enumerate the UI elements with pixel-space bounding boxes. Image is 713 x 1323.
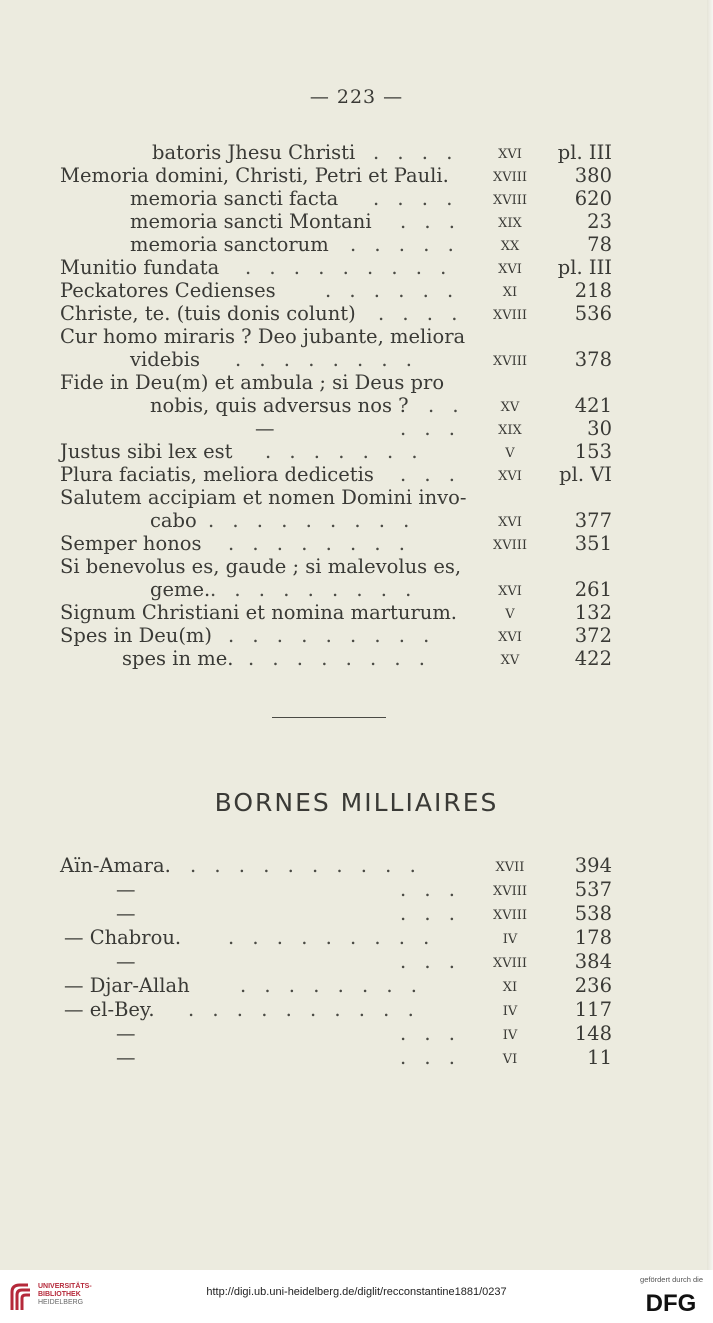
page-reference: pl. III	[557, 256, 612, 279]
leader-dots: . . .	[400, 902, 461, 925]
entry-text: Signum Christiani et nomina marturum.	[60, 601, 458, 624]
entry-text: videbis	[130, 348, 201, 371]
list-item	[60, 1047, 620, 1069]
entry-text: Salutem accipiam et nomen Domini invo-	[60, 486, 467, 509]
leader-dots: . . . . . . .	[265, 440, 424, 463]
list-item	[60, 648, 620, 670]
list-item	[60, 142, 620, 164]
section-divider	[272, 717, 386, 718]
entry-text: spes in me.	[122, 647, 234, 670]
page-reference: 378	[574, 348, 612, 371]
entry-text: —	[116, 950, 136, 973]
leader-dots: . . . . . . . . .	[208, 509, 416, 532]
leader-dots: . . . . . . . . . .	[188, 998, 420, 1021]
entry-text: Cur homo miraris ? Deo jubante, meliora	[60, 325, 466, 348]
volume-number: xvi	[498, 625, 522, 646]
page-reference: 394	[574, 854, 612, 877]
entry-text: Semper honos	[60, 532, 202, 555]
page-reference: 537	[574, 878, 612, 901]
entry-text: nobis, quis adversus nos ?	[150, 394, 409, 417]
page-reference: pl. III	[557, 141, 612, 164]
page-edge-shadow	[707, 0, 713, 1270]
page-reference: 421	[574, 394, 612, 417]
volume-number: xviii	[492, 533, 528, 554]
volume-number: xviii	[492, 879, 528, 900]
list-item	[60, 441, 620, 463]
page-reference: 30	[587, 417, 612, 440]
page-reference: 153	[574, 440, 612, 463]
list-item	[60, 303, 620, 325]
volume-number: xviii	[492, 951, 528, 972]
entry-text: — Djar-Allah	[64, 974, 190, 997]
leader-dots: . . . . . . . .	[235, 348, 418, 371]
entry-text: memoria sancti Montani	[130, 210, 372, 233]
list-item	[60, 326, 620, 348]
volume-number: xi	[502, 975, 518, 996]
list-item	[60, 211, 620, 233]
list-item	[60, 951, 620, 973]
list-item	[60, 280, 620, 302]
list-item	[60, 556, 620, 578]
volume-number: xv	[500, 395, 520, 416]
leader-dots: . . . . . . . .	[228, 532, 411, 555]
page-reference: 261	[574, 578, 612, 601]
entry-text: Justus sibi lex est	[60, 440, 233, 463]
page-reference: 148	[574, 1022, 612, 1045]
list-item	[60, 855, 620, 877]
list-item	[60, 257, 620, 279]
page-reference: 372	[574, 624, 612, 647]
leader-dots: . . .	[400, 210, 461, 233]
leader-dots: . . . . . . . . .	[210, 578, 418, 601]
list-item	[60, 1023, 620, 1045]
leader-dots: . . . . . . . .	[240, 974, 423, 997]
page-reference: 380	[574, 164, 612, 187]
list-item	[60, 349, 620, 371]
volume-number: xx	[500, 234, 520, 255]
entry-text: Fide in Deu(m) et ambula ; si Deus pro	[60, 371, 445, 394]
page-reference: 11	[587, 1046, 612, 1069]
list-item	[60, 510, 620, 532]
list-item	[60, 464, 620, 486]
volume-number: xix	[498, 211, 522, 232]
leader-dots: . . . . . . . . .	[228, 624, 436, 647]
entry-text: — el-Bey.	[64, 998, 155, 1021]
page-reference: 218	[574, 279, 612, 302]
list-item	[60, 533, 620, 555]
leader-dots: . . .	[400, 1022, 461, 1045]
section-heading: BORNES MILLIAIRES	[214, 788, 499, 817]
volume-number: xv	[500, 648, 520, 669]
leader-dots: . . . . . .	[325, 279, 460, 302]
viewer-footer	[0, 1270, 713, 1323]
volume-number: v	[505, 602, 515, 623]
leader-dots: . . .	[400, 950, 461, 973]
volume-number: xi	[502, 280, 518, 301]
permalink-url[interactable]: http://digi.ub.uni-heidelberg.de/diglit/recconstantine1881/0237	[206, 1286, 507, 1298]
volume-number: xviii	[492, 165, 528, 186]
page-reference: 78	[587, 233, 612, 256]
page-reference: 538	[574, 902, 612, 925]
library-name-line: HEIDELBERG	[38, 1299, 84, 1306]
leader-dots: . . . . . . . .	[248, 647, 431, 670]
volume-number: xviii	[492, 188, 528, 209]
volume-number: xvi	[498, 510, 522, 531]
entry-text: —	[116, 1046, 136, 1069]
leader-dots: . . . .	[373, 141, 459, 164]
library-name-line: UNIVERSITÄTS-	[38, 1283, 92, 1290]
volume-number: iv	[502, 999, 518, 1020]
page-reference: 132	[574, 601, 612, 624]
entry-text: Christe, te. (tuis donis colunt)	[60, 302, 356, 325]
volume-number: xvii	[495, 855, 525, 876]
page-number: — 223 —	[309, 86, 404, 108]
entry-text: Si benevolus es, gaude ; si malevolus es,	[60, 555, 462, 578]
list-item	[60, 975, 620, 997]
leader-dots: . . . . .	[350, 233, 460, 256]
entry-text: Plura faciatis, meliora dedicetis	[60, 463, 374, 486]
page-reference: 620	[574, 187, 612, 210]
entry-text: — Chabrou.	[64, 926, 182, 949]
leader-dots: . . . . . . . . . .	[190, 854, 422, 877]
entry-text: Munitio fundata	[60, 256, 220, 279]
volume-number: v	[505, 441, 515, 462]
dfg-logo-text: DFG	[645, 1290, 697, 1316]
leader-dots: . . . . . . . . .	[228, 926, 436, 949]
volume-number: xviii	[492, 303, 528, 324]
leader-dots: . . .	[400, 417, 461, 440]
leader-dots: . . . .	[378, 302, 464, 325]
leader-dots: . . . .	[373, 187, 459, 210]
page-reference: 23	[587, 210, 612, 233]
page-reference: 117	[574, 998, 612, 1021]
volume-number: xvi	[498, 257, 522, 278]
volume-number: xvi	[498, 142, 522, 163]
entry-text: Peckatores Cedienses	[60, 279, 276, 302]
list-item	[60, 372, 620, 394]
entry-text: Aïn-Amara.	[60, 854, 171, 877]
entry-text: —	[255, 417, 275, 440]
entry-text: geme.	[150, 578, 211, 601]
entry-text: cabo	[150, 509, 197, 532]
entry-text: batoris Jhesu Christi	[152, 141, 356, 164]
list-item	[60, 487, 620, 509]
leader-dots: . . . . . . . . .	[245, 256, 453, 279]
list-item	[60, 188, 620, 210]
list-item	[60, 927, 620, 949]
leader-dots: . .	[428, 394, 465, 417]
library-name-line: BIBLIOTHEK	[38, 1291, 81, 1298]
volume-number: vi	[502, 1047, 518, 1068]
dfg-logo-icon[interactable]	[641, 1286, 701, 1316]
volume-number: iv	[502, 1023, 518, 1044]
entry-text: —	[116, 1022, 136, 1045]
list-item	[60, 625, 620, 647]
list-item	[60, 395, 620, 417]
page-reference: 351	[574, 532, 612, 555]
list-item	[60, 602, 620, 624]
list-item	[60, 579, 620, 601]
funding-note: gefördert durch die	[640, 1275, 703, 1284]
entry-text: Spes in Deu(m)	[60, 624, 213, 647]
entry-text: —	[116, 878, 136, 901]
leader-dots: . . .	[400, 1046, 461, 1069]
entry-text: memoria sancti facta	[130, 187, 339, 210]
page-reference: pl. VI	[559, 463, 612, 486]
volume-number: xvi	[498, 579, 522, 600]
entry-text: Memoria domini, Christi, Petri et Pauli.	[60, 164, 449, 187]
entry-text: memoria sanctorum	[130, 233, 329, 256]
list-item	[60, 234, 620, 256]
list-item	[60, 879, 620, 901]
volume-number: xvi	[498, 464, 522, 485]
list-item	[60, 999, 620, 1021]
volume-number: xviii	[492, 349, 528, 370]
page-reference: 536	[574, 302, 612, 325]
leader-dots: . . .	[400, 463, 461, 486]
list-item	[60, 165, 620, 187]
page-reference: 377	[574, 509, 612, 532]
page-reference: 236	[574, 974, 612, 997]
page-reference: 178	[574, 926, 612, 949]
volume-number: xviii	[492, 903, 528, 924]
entry-text: —	[116, 902, 136, 925]
page-reference: 384	[574, 950, 612, 973]
page-reference: 422	[574, 647, 612, 670]
list-item	[60, 903, 620, 925]
list-item	[60, 418, 620, 440]
volume-number: xix	[498, 418, 522, 439]
leader-dots: . . .	[400, 878, 461, 901]
volume-number: iv	[502, 927, 518, 948]
